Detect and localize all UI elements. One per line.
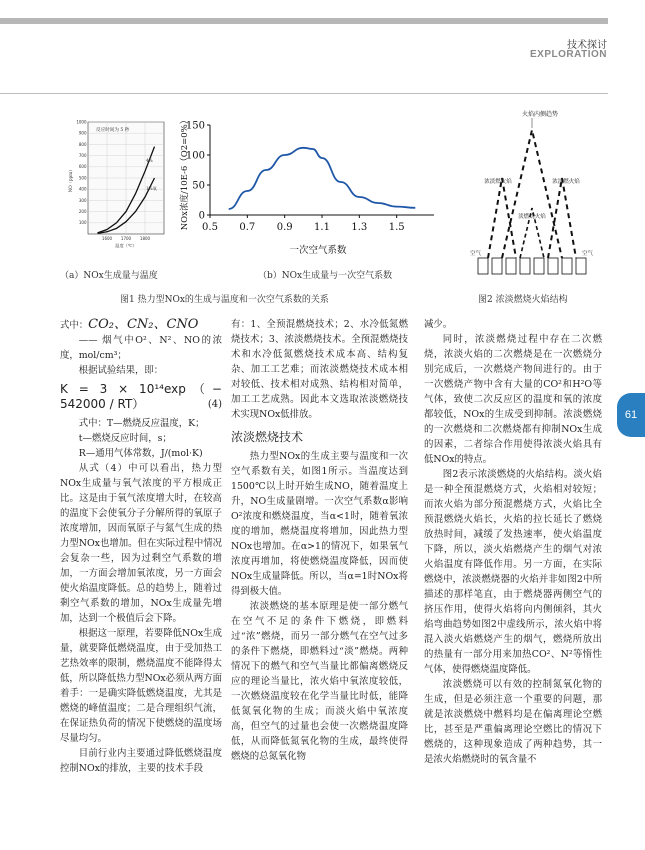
figure1b-y-tick: 100 xyxy=(185,150,205,162)
figure1a-annotation: 反应时间为 5 秒 xyxy=(96,128,130,133)
column-2 xyxy=(231,317,408,764)
figure1a-y-tick: 100 xyxy=(78,220,87,226)
figure1a-x-label: 温度（℃） xyxy=(115,243,137,248)
figure1a-y-tick: 700 xyxy=(78,153,87,158)
figure1b-chart xyxy=(178,115,438,265)
paragraph: 同时，浓淡燃烧过程中存在二次燃烧，浓淡火焰的二次燃烧是在一次燃烧分别完成后，一次燃烧产物间进行的。由于一次燃烧产物中含有大量的CO²和H²O等气体，致使二次反应区的温度和氧的浓度都较低，NOx的生成受到抑制。浓淡燃烧的一次燃烧和二次燃烧都有抑制NOx生成的因素，二者综合作用使得浓淡火焰具有低NOx的特点。 xyxy=(424,334,602,465)
paragraph: 减少。 xyxy=(424,319,453,330)
figure2-label-air-left: 空气 xyxy=(470,251,482,257)
figure2-caption: 图2 浓淡燃烧火焰结构 xyxy=(478,295,568,305)
figure2-label-rich-left: 浓淡燃火焰 xyxy=(484,179,512,185)
figure2-flame-diagram xyxy=(462,108,602,280)
paragraph: 有：1、全预混燃烧技术；2、水冷低氮燃烧技术；3、浓淡燃烧技术。全预混燃烧技术和水冷低氮燃烧技术成本高、结构复杂、加工工艺难；而浓淡燃烧技术成本相对较低、技术相对成熟、结构相对简单，加工工艺成熟。因此本文选取浓淡燃烧技术实现NOx低排放。 xyxy=(231,319,408,420)
figure2-label-lean: 淡燃烧火焰 xyxy=(518,214,546,220)
var-t: t—燃烧反应时间，s； xyxy=(78,433,172,444)
page-number-tab: 61 xyxy=(617,393,645,437)
figure1a-y-tick: 400 xyxy=(78,186,87,192)
where-desc: —— 烟气中O²、N²、NO的浓度，mol/cm³； xyxy=(60,335,222,361)
paragraph: 浓淡燃烧的基本原理是使一部分燃气在空气不足的条件下燃烧，即燃料过“浓”燃烧，而另一部分燃气在空气过多的条件下燃烧，即燃料过“淡”燃烧。两种情况下的燃气和空气当量比都偏离燃烧反应的理论当量比，浓火焰中氧浓度较低，一次燃烧温度较在化学当量比时低，能降低氮氧化物的生成；而淡火焰中氧浓度高，但空气的过量也会使一次燃烧温度降低，从而降低氮氧化物的生成，最终使得燃烧的总氮氧化物 xyxy=(231,601,408,762)
figure2-label-air-right: 空气 xyxy=(582,251,594,257)
where-vars-line xyxy=(60,317,222,333)
figure1a-x-tick: 1700 xyxy=(120,236,132,241)
figure1a-y-tick: 500 xyxy=(78,175,87,181)
figure1b-caption: （b）NOx生成量与一次空气系数 xyxy=(258,271,393,281)
figure1b-x-tick: 0.5 xyxy=(202,222,218,233)
figure1b-y-tick: 50 xyxy=(192,180,205,192)
section-title-en: EXPLORATION xyxy=(530,49,607,60)
figure1b-x-tick: 1.5 xyxy=(388,222,405,233)
figure1a-y-tick: 300 xyxy=(78,197,87,203)
figure1b-y-tick: 150 xyxy=(185,120,205,132)
column-3 xyxy=(424,317,602,767)
where-label: 式中： xyxy=(60,320,89,331)
figure1-caption: 图1 热力型NOx的生成与温度和一次空气系数的关系 xyxy=(120,295,329,305)
figure1a-chart xyxy=(66,120,166,250)
figure1a-y-tick: 900 xyxy=(78,130,87,136)
figure1b-x-label: 一次空气系数 xyxy=(289,245,347,256)
header-rule xyxy=(0,93,608,94)
var-R: R—通用气体常数，J/(mol·K) xyxy=(78,448,203,459)
figure1b-x-tick: 1.1 xyxy=(314,222,330,233)
column-1 xyxy=(60,317,222,776)
figure1b-x-tick: 0.7 xyxy=(239,222,256,233)
figure1b-x-tick: 1.3 xyxy=(351,222,368,233)
equation-4-number: (4) xyxy=(207,399,222,410)
figure1a-curve-label-2: 1%氧 xyxy=(146,186,157,191)
section-heading: 浓淡燃烧技术 xyxy=(231,430,304,444)
figure1a-y-tick: 800 xyxy=(78,141,87,147)
figure1a-x-tick: 1800 xyxy=(139,236,151,241)
figure1a-x-tick: 1600 xyxy=(101,236,113,241)
section-title-cn: 技术探讨 xyxy=(567,40,607,51)
figure1a-curve-label-1: 4% xyxy=(146,158,153,163)
where-vars: CO₂、CN₂、CNO xyxy=(88,317,199,332)
top-bar xyxy=(0,18,608,24)
figure1a-y-label: NO（ppm） xyxy=(68,167,73,193)
paragraph: 图2表示浓淡燃烧的火焰结构。淡火焰是一种全预混燃烧方式，火焰相对较短；而浓火焰为部分预混燃烧方式，火焰比全预混燃烧火焰长，火焰的拉长延长了燃烧放热时间，减缓了发热速率，使火焰温度下降，所以，淡火焰燃烧产生的烟气对浓火焰温度有降低作用。另一方面，在实际燃烧中，浓淡燃烧器的火焰并非如图2中所描述的那样笔直，由于燃烧器两侧空气的挤压作用，使得火焰将向内侧倾斜，其火焰弯曲趋势如图2中虚线所示，浓火焰中将混入淡火焰燃烧产生的烟气，燃烧所放出的热量有一部分用来加热CO²、N²等惰性气体，使得燃烧温度降低。 xyxy=(424,469,602,675)
paragraph: 根据这一原理，若要降低NOx生成量，就要降低燃烧温度，由于受加热工艺热效率的限制，燃烧温度不能降得太低，所以降低热力型NOx必须从两方面着手：一是确实降低燃烧温度，尤其是燃烧的峰值温度；二是合理组织气流，在保证热负荷的情况下使燃烧的温度场尽量均匀。 xyxy=(60,628,222,744)
paragraph: 热力型NOx的生成主要与温度和一次空气系数有关，如图1所示。当温度达到1500℃以上时开始生成NO，随着温度上升，NO生成量剧增。一次空气系数α影响O²浓度和燃烧温度，当α<1时，随着氧浓度的增加，燃烧温度将增加，因此热力型NOx也增加。在α>1的情况下，如果氧气浓度再增加，将使燃烧温度降低，因而使NOx生成量降低。所以，当α=1时NOx将得到极大值。 xyxy=(231,451,408,597)
figure2-label-rich-right: 浓淡燃火焰 xyxy=(552,179,580,185)
paragraph: 目前行业内主要通过降低燃烧温度控制NOx的排放，主要的技术手段 xyxy=(60,748,222,774)
equation-4 xyxy=(60,382,222,412)
figure1b-y-tick: 0 xyxy=(198,210,205,222)
paragraph: 浓淡燃烧可以有效的控制氮氧化物的生成，但是必须注意一个重要的问题，那就是浓淡燃烧中燃料均是在偏离理论空燃比，甚至是严重偏离理论空燃比的情况下燃烧的，这种现象造成了两种趋势，其一是浓火焰燃烧时的氧含量不 xyxy=(424,679,602,765)
figure1b-x-tick: 0.9 xyxy=(276,222,293,233)
figure1a-y-tick: 200 xyxy=(78,209,87,214)
paragraph: 从式（4）中可以看出，热力型NOx生成量与氧气浓度的平方根成正比。这是由于氧气浓度增大时，在较高的温度下会使氧分子分解所得的氧原子浓度增加，因而氧原子与氮气生成的热力型NOx也增加。但在实际过程中情况会复杂一些，因为过剩空气系数的增加，一方面会增加氧浓度，另一方面会使火焰温度降低。总的趋势上，随着过剩空气系数的增加，NOx生成量先增加，达到一个极值后会下降。 xyxy=(60,463,222,624)
equation-4-body: K = 3 × 10¹⁴exp（− 542000 / RT） xyxy=(60,382,222,411)
var-T: 式中：T—燃烧反应温度，K； xyxy=(78,418,205,429)
figure1a-y-tick: 600 xyxy=(78,164,87,170)
figure1b-y-label: NOx浓度/10E-6（O2=0%） xyxy=(180,115,190,231)
figure1b-series-line xyxy=(229,148,416,209)
result-intro: 根据试验结果，即： xyxy=(78,365,164,376)
figure1a-y-tick: 1000 xyxy=(76,120,87,125)
figure1a-caption: （a）NOx生成量与温度 xyxy=(60,271,158,281)
figure2-label-top: 火焰内侧趋势 xyxy=(521,111,559,118)
